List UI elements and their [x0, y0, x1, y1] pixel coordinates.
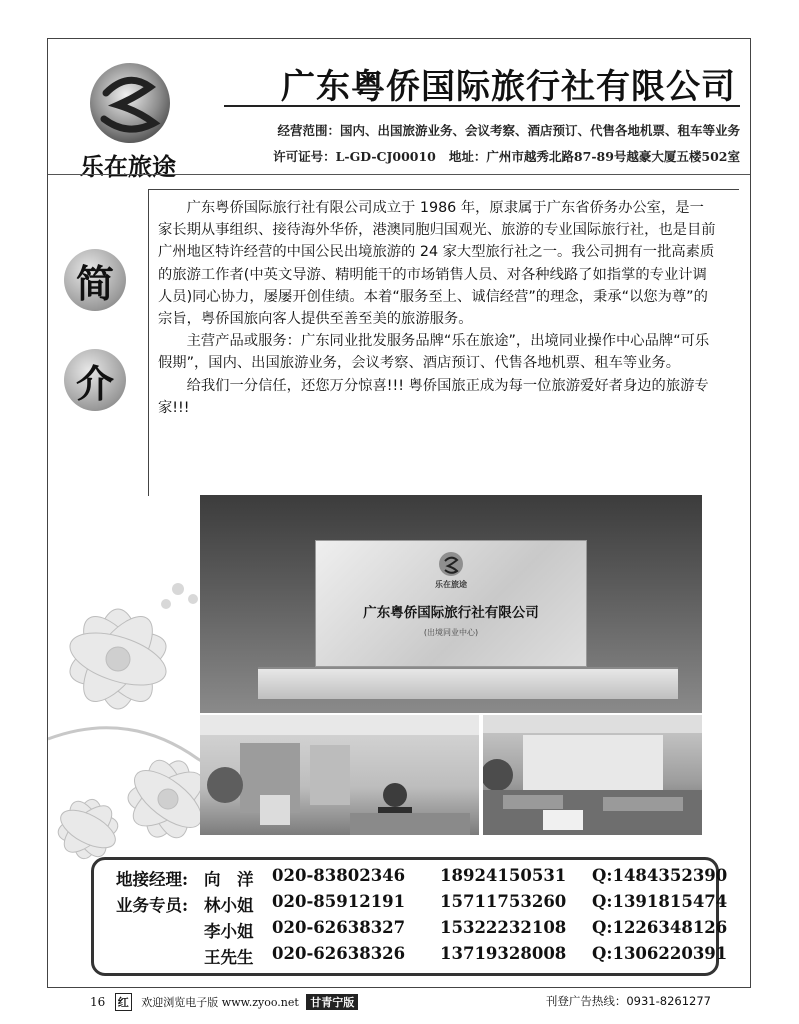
- contact-phone: 020-62638327: [272, 918, 406, 937]
- contact-role: 业务专员:: [116, 896, 189, 915]
- license-address-line: [198, 147, 740, 165]
- office-area-photo: [483, 715, 702, 835]
- contact-name: 向 洋: [204, 870, 254, 889]
- office-reception-photo: [200, 495, 702, 713]
- contact-row: [94, 944, 728, 968]
- company-logo: [58, 53, 198, 181]
- company-sign-board: [315, 540, 587, 667]
- office-area-scene-icon: [483, 715, 702, 835]
- sign-company-name: 广东粤侨国际旅行社有限公司: [363, 605, 539, 621]
- intro-badge-jie: 介: [64, 349, 126, 411]
- contact-mobile: 13719328008: [440, 944, 567, 963]
- intro-text: [158, 197, 718, 419]
- contact-phone: 020-85912191: [272, 892, 406, 911]
- address: 地址：广州市越秀北路87-89号越豪大厦五楼502室: [448, 149, 740, 164]
- hong-mark: 红: [115, 993, 132, 1011]
- contact-qq: Q:1226348126: [592, 918, 728, 937]
- logo-text: 乐在旅途: [80, 153, 176, 181]
- edition-badge: 甘青宁版: [306, 994, 358, 1010]
- header-divider: [48, 174, 750, 175]
- contact-row: [94, 892, 728, 916]
- page-number: 16: [90, 995, 106, 1009]
- contact-mobile: 15322232108: [440, 918, 567, 937]
- contact-name: 王先生: [204, 948, 254, 967]
- contact-row: [94, 866, 728, 890]
- contact-role: 地接经理:: [116, 870, 189, 889]
- contact-row: [94, 918, 728, 942]
- office-workstation-photo: [200, 715, 479, 835]
- license-number: 许可证号：L-GD-CJ00010: [273, 149, 436, 164]
- sign-subtitle: (出境同业中心): [423, 628, 479, 637]
- contact-phone: 020-83802346: [272, 866, 406, 885]
- sign-logo-text: 乐在旅途: [435, 580, 467, 589]
- title-divider: [224, 105, 740, 107]
- contact-name: 李小姐: [204, 922, 254, 941]
- contact-mobile: 15711753260: [440, 892, 567, 911]
- contact-mobile: 18924150531: [440, 866, 567, 885]
- office-scene-icon: [200, 715, 479, 835]
- intro-badge-jian: 简: [64, 249, 126, 311]
- reception-desk: [258, 667, 678, 699]
- contact-phone: 020-62638326: [272, 944, 406, 963]
- contact-qq: Q:1306220391: [592, 944, 728, 963]
- logo-swirl-icon: [58, 53, 198, 148]
- contact-panel: [91, 857, 728, 976]
- intro-paragraph: 主营产品或服务：广东同业批发服务品牌“乐在旅途”，出境同业操作中心品牌“可乐假期”，国内、出国旅游业务，会议考察、酒店预订、代售各地机票、租车等业务。: [158, 333, 710, 372]
- business-scope: 经营范围：国内、出国旅游业务、会议考察、酒店预订、代售各地机票、租车等业务: [277, 123, 740, 138]
- intro-paragraph: 广东粤侨国际旅行社有限公司成立于 1986 年，原隶属于广东省侨务办公室，是一家长期从事组织、接待海外华侨，港澳同胞归国观光、旅游的专业国际旅行社，也是目前广州地区特许经营的中国公民出境旅游的 24 家大型旅行社之一。我公司拥有一批高素质的旅游工作者(中英文导游、精明能干的市场销售人员、对各种线路了如指掌的专业计调人员)同心协力，屡屡开创佳绩。本着“服务至上、诚信经营”的理念，秉承“以您为尊”的宗旨，粤侨国旅向客人提供至善至美的旅游服务。: [158, 200, 716, 328]
- intro-paragraph: 给我们一分信任，还您万分惊喜!!! 粤侨国旅正成为每一位旅游爱好者身边的旅游专家!!!: [158, 377, 709, 416]
- sign-logo-icon: [436, 549, 466, 579]
- company-title: 广东粤侨国际旅行社有限公司: [281, 67, 736, 107]
- footer-welcome-link[interactable]: 欢迎浏览电子版 www.zyoo.net: [141, 996, 299, 1009]
- contact-name: 林小姐: [204, 896, 254, 915]
- contact-qq: Q:1484352390: [592, 866, 728, 885]
- page-frame: [47, 38, 751, 988]
- footer-left: [90, 993, 358, 1011]
- ad-hotline: 刊登广告热线：0931-8261277: [545, 994, 711, 1008]
- contact-qq: Q:1391815474: [592, 892, 728, 911]
